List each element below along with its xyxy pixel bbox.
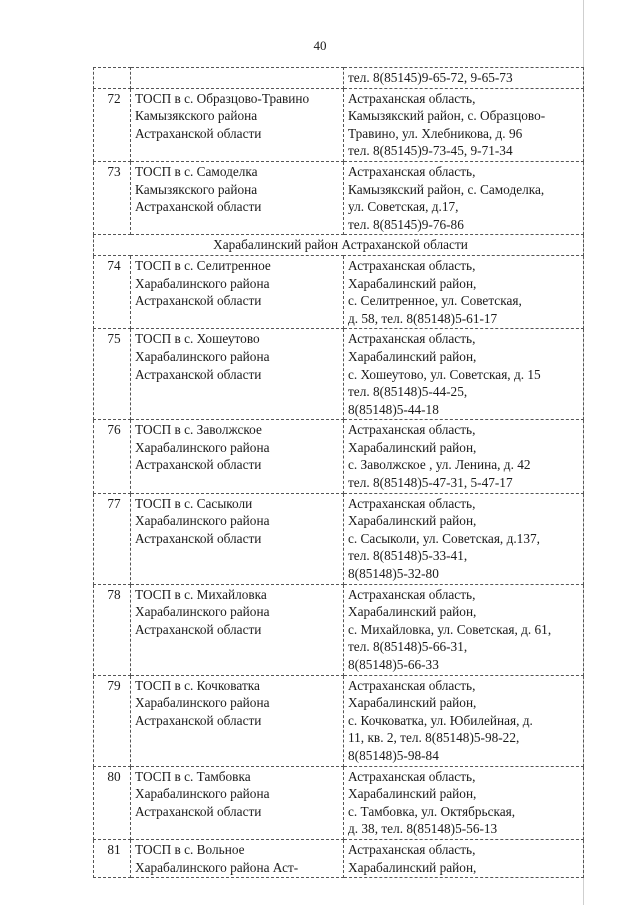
address-cell	[344, 88, 584, 161]
address-line: Астраханская область,	[348, 331, 476, 347]
page-number: 40	[313, 38, 327, 53]
address-line: Харабалинский район,	[348, 275, 477, 291]
name-line: Харабалинского района	[135, 786, 270, 802]
section-heading-row	[94, 235, 584, 256]
name-cell	[131, 420, 344, 493]
name-line: Астраханской области	[135, 621, 262, 637]
address-line: Харабалинский район,	[348, 513, 477, 529]
name-line: Камызякского района	[135, 108, 258, 124]
address-line: Камызякский район, с. Образцово-	[348, 108, 546, 124]
table-row	[94, 329, 584, 420]
name-cell	[131, 88, 344, 161]
address-line: ул. Советская, д.17,	[348, 199, 459, 215]
table-row	[94, 161, 584, 234]
address-cell	[344, 420, 584, 493]
address-line: Астраханская область,	[348, 422, 476, 438]
address-cell	[344, 255, 584, 328]
name-cell	[131, 493, 344, 584]
address-line: д. 38, тел. 8(85148)5-56-13	[348, 821, 498, 837]
name-line: Харабалинского района Аст-	[135, 859, 299, 875]
name-line: ТОСП в с. Вольное	[135, 841, 245, 857]
name-line: Астраханской области	[135, 803, 262, 819]
address-cell	[344, 839, 584, 877]
address-line: Астраханская область,	[348, 163, 476, 179]
name-line: Харабалинского района	[135, 275, 270, 291]
name-line: Харабалинского района	[135, 695, 270, 711]
address-line: Травино, ул. Хлебникова, д. 96	[348, 125, 523, 141]
address-line: Астраханская область,	[348, 257, 476, 273]
address-cell	[344, 329, 584, 420]
row-number-cell: 78	[94, 584, 131, 675]
name-line: ТОСП в с. Кочковатка	[135, 677, 260, 693]
table-row	[94, 839, 584, 877]
name-cell	[131, 766, 344, 839]
address-line: с. Сасыколи, ул. Советская, д.137,	[348, 530, 540, 546]
address-line: тел. 8(85148)5-47-31, 5-47-17	[348, 475, 513, 491]
name-cell	[131, 675, 344, 766]
table-row	[94, 766, 584, 839]
address-cell	[344, 161, 584, 234]
name-line: Харабалинского района	[135, 513, 270, 529]
address-line: тел. 8(85148)5-33-41,	[348, 548, 468, 564]
row-number-cell: 73	[94, 161, 131, 234]
name-cell	[131, 329, 344, 420]
address-line: Астраханская область,	[348, 768, 476, 784]
address-line: с. Заволжское , ул. Ленина, д. 42	[348, 457, 531, 473]
name-cell	[131, 68, 344, 89]
name-line: Астраханской области	[135, 457, 262, 473]
address-line: 8(85148)5-32-80	[348, 566, 439, 582]
name-line: ТОСП в с. Михайловка	[135, 586, 267, 602]
name-line: Камызякского района	[135, 181, 258, 197]
name-line: Астраханской области	[135, 366, 262, 382]
name-cell	[131, 839, 344, 877]
table-row	[94, 420, 584, 493]
name-line: Харабалинского района	[135, 439, 270, 455]
address-line: тел. 8(85148)5-44-25,	[348, 384, 468, 400]
name-line: Астраханской области	[135, 125, 262, 141]
address-line: Харабалинский район,	[348, 786, 477, 802]
address-line: с. Михайловка, ул. Советская, д. 61,	[348, 621, 552, 637]
name-line: ТОСП в с. Хошеутово	[135, 331, 260, 347]
name-line: Харабалинского района	[135, 348, 270, 364]
name-line: Астраханской области	[135, 199, 262, 215]
address-cell	[344, 675, 584, 766]
address-line: 8(85148)5-44-18	[348, 401, 439, 417]
address-line: тел. 8(85145)9-76-86	[348, 216, 464, 232]
table-row	[94, 675, 584, 766]
row-number-cell: 75	[94, 329, 131, 420]
row-number-cell: 79	[94, 675, 131, 766]
name-cell	[131, 161, 344, 234]
address-line: Астраханская область,	[348, 841, 476, 857]
row-number-cell: 81	[94, 839, 131, 877]
address-line: Харабалинский район,	[348, 695, 477, 711]
row-number-cell: 80	[94, 766, 131, 839]
row-number-cell	[94, 68, 131, 89]
address-line: Астраханская область,	[348, 90, 476, 106]
address-line: с. Тамбовка, ул. Октябрьская,	[348, 803, 516, 819]
name-line: Астраханской области	[135, 712, 262, 728]
address-line: с. Хошеутово, ул. Советская, д. 15	[348, 366, 541, 382]
table-row	[94, 88, 584, 161]
address-line: с. Кочковатка, ул. Юбилейная, д.	[348, 712, 533, 728]
name-cell	[131, 255, 344, 328]
row-number-cell: 77	[94, 493, 131, 584]
table-row	[94, 493, 584, 584]
address-cell	[344, 766, 584, 839]
name-line: Харабалинского района	[135, 604, 270, 620]
address-line: 8(85148)5-66-33	[348, 657, 439, 672]
name-line: Астраханской области	[135, 293, 262, 309]
name-line: ТОСП в с. Образцово-Травино	[135, 90, 310, 106]
table-row	[94, 584, 584, 675]
address-line: тел. 8(85145)9-65-72, 9-65-73	[348, 70, 513, 85]
registry-table	[93, 67, 584, 878]
name-line: ТОСП в с. Сасыколи	[135, 495, 253, 511]
address-line: Астраханская область,	[348, 677, 476, 693]
address-line: Харабалинский район,	[348, 348, 477, 364]
address-line: Харабалинский район,	[348, 439, 477, 455]
address-cell	[344, 584, 584, 675]
address-line: Камызякский район, с. Самоделка,	[348, 181, 545, 197]
address-line: Астраханская область,	[348, 495, 476, 511]
address-line: Харабалинский район,	[348, 604, 477, 620]
address-line: 11, кв. 2, тел. 8(85148)5-98-22,	[348, 730, 520, 746]
address-cell	[344, 68, 584, 89]
row-number-cell: 76	[94, 420, 131, 493]
table-row	[94, 255, 584, 328]
name-line: ТОСП в с. Самоделка	[135, 163, 258, 179]
address-line: Харабалинский район,	[348, 859, 477, 875]
row-number-cell: 74	[94, 255, 131, 328]
table-row-continued	[94, 68, 584, 89]
name-line: Астраханской области	[135, 530, 262, 546]
row-number-cell: 72	[94, 88, 131, 161]
address-line: тел. 8(85148)5-66-31,	[348, 639, 468, 655]
address-line: д. 58, тел. 8(85148)5-61-17	[348, 310, 498, 326]
name-line: ТОСП в с. Заволжское	[135, 422, 262, 438]
section-heading: Харабалинский район Астраханской области	[94, 235, 584, 256]
address-line: Астраханская область,	[348, 586, 476, 602]
name-line: ТОСП в с. Селитренное	[135, 257, 271, 273]
address-line: 8(85148)5-98-84	[348, 747, 439, 763]
name-line: ТОСП в с. Тамбовка	[135, 768, 251, 784]
name-cell	[131, 584, 344, 675]
address-line: тел. 8(85145)9-73-45, 9-71-34	[348, 143, 513, 159]
address-line: с. Селитренное, ул. Советская,	[348, 293, 522, 309]
address-cell	[344, 493, 584, 584]
